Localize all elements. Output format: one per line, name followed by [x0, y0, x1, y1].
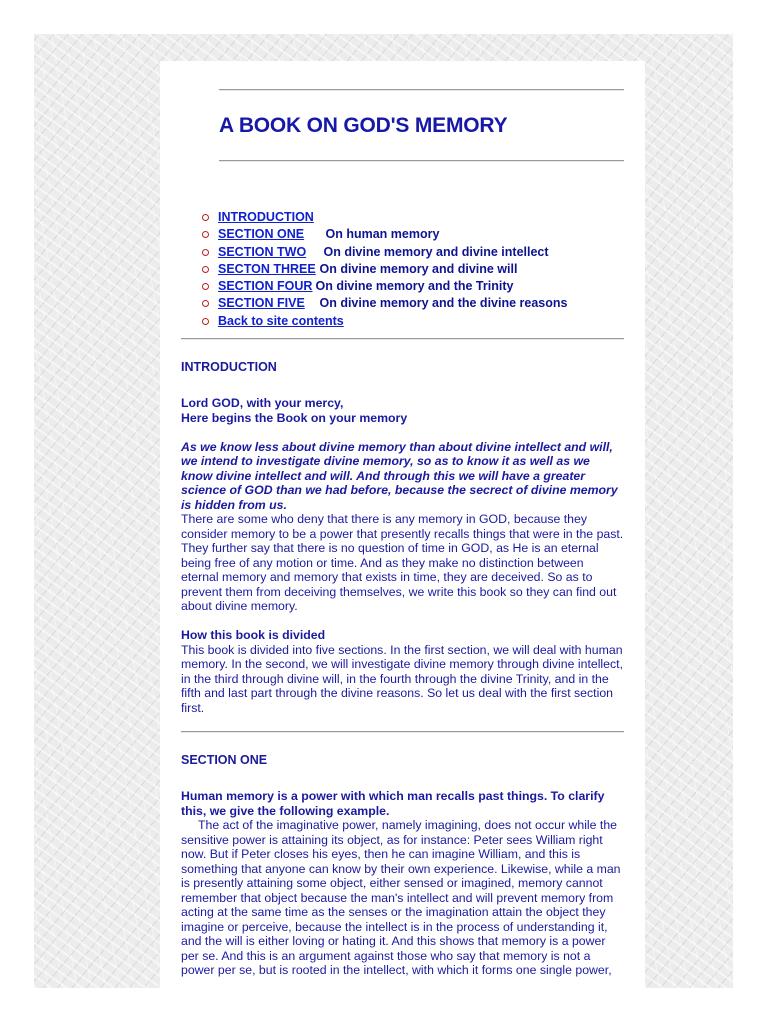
- section-one-paragraph: The act of the imaginative power, namely imagining, does not occur while the sensitive power is attaining its object, as for instance: Peter sees William right now. But if Peter closes his eyes, then he can imagine William, and this is something that anyone can know by their own experience. Likewise, while a man is presently attaining some object, either sensed or imagined, memory cannot remember that object because the man's intellect and will prevent memory from acting at the same time as the senses or the imagination attain the object they imagine or perceive, because the intellect is in the process of understanding it, and the will is either loving or hating it. And this shows that memory is a power per se. And this is an argument against those who say that memory is not a power per se, but is rooted in the intellect, with which it forms one single power,: [181, 818, 621, 978]
- toc-link-section-four[interactable]: SECTION FOUR: [218, 279, 313, 294]
- circle-bullet-icon: [202, 266, 209, 273]
- toc-desc: On divine memory and the divine reasons: [319, 296, 568, 311]
- circle-bullet-icon: [202, 300, 209, 307]
- toc-desc: On divine memory and divine intellect: [323, 244, 549, 259]
- back-to-contents-link[interactable]: Back to site contents: [218, 313, 344, 328]
- section-heading-introduction: INTRODUCTION: [181, 360, 277, 375]
- toc-link-section-one[interactable]: SECTION ONE: [218, 227, 305, 242]
- page-content: [160, 61, 645, 988]
- toc-item: [201, 278, 624, 295]
- subheading-division: How this book is divided: [181, 628, 326, 643]
- toc-item: [201, 244, 624, 261]
- toc-item: [201, 226, 624, 243]
- section-one: [181, 753, 624, 978]
- toc-desc: On human memory: [325, 227, 440, 242]
- toc-link-introduction[interactable]: INTRODUCTION: [218, 210, 314, 224]
- circle-bullet-icon: [202, 214, 209, 221]
- title-block: [219, 89, 624, 162]
- invocation-line: Here begins the Book on your memory: [181, 410, 408, 425]
- divider: [219, 89, 624, 91]
- table-of-contents: [181, 209, 624, 330]
- toc-item: [201, 313, 624, 330]
- toc-item: [201, 261, 624, 278]
- section-one-bold-paragraph: Human memory is a power with which man recalls past things. To clarify this, we give the following example.: [181, 789, 605, 818]
- divider: [181, 731, 624, 733]
- toc-link-section-two[interactable]: SECTION TWO: [218, 244, 307, 259]
- introduction-section: [181, 360, 624, 715]
- toc-link-section-three[interactable]: SECTON THREE: [218, 261, 316, 276]
- page-title: A BOOK ON GOD'S MEMORY: [219, 114, 508, 137]
- intro-paragraph: This book is divided into five sections. In the first section, we will deal with human memory. In the second, we will investigate divine memory through divine intellect, in the third through divine will, in the fourth through the divine Trinity, and in the fifth and last part through the divine reasons. So let us deal with the first section first.: [181, 642, 623, 715]
- divider: [219, 160, 624, 162]
- circle-bullet-icon: [202, 318, 209, 325]
- toc-item: [201, 295, 624, 312]
- circle-bullet-icon: [202, 283, 209, 290]
- circle-bullet-icon: [202, 249, 209, 256]
- intro-paragraph: There are some who deny that there is any memory in GOD, because they consider memory to be a power that presently recalls things that were in the past. They further say that there is no question of time in GOD, as He is an eternal being free of any motion or time. And as they make no distinction between eternal memory and memory that exists in time, they are deceived. So as to prevent them from deceiving themselves, we write this book so they can find out about divine memory.: [181, 512, 624, 614]
- section-heading-one: SECTION ONE: [181, 753, 268, 768]
- toc-link-section-five[interactable]: SECTION FIVE: [218, 296, 305, 311]
- toc-desc: On divine memory and divine will: [319, 261, 518, 276]
- toc-item: [201, 209, 624, 226]
- divider: [181, 338, 624, 340]
- circle-bullet-icon: [202, 231, 209, 238]
- invocation-line: Lord GOD, with your mercy,: [181, 396, 344, 411]
- intro-italic-paragraph: As we know less about divine memory than about divine intellect and will, we intend to investigate divine memory, so as to know it as well as we know divine intellect and will. And through this we will have a greater science of GOD than we had before, because the secrect of divine memory is hidden from us.: [181, 439, 618, 512]
- toc-desc: On divine memory and the Trinity: [315, 279, 514, 294]
